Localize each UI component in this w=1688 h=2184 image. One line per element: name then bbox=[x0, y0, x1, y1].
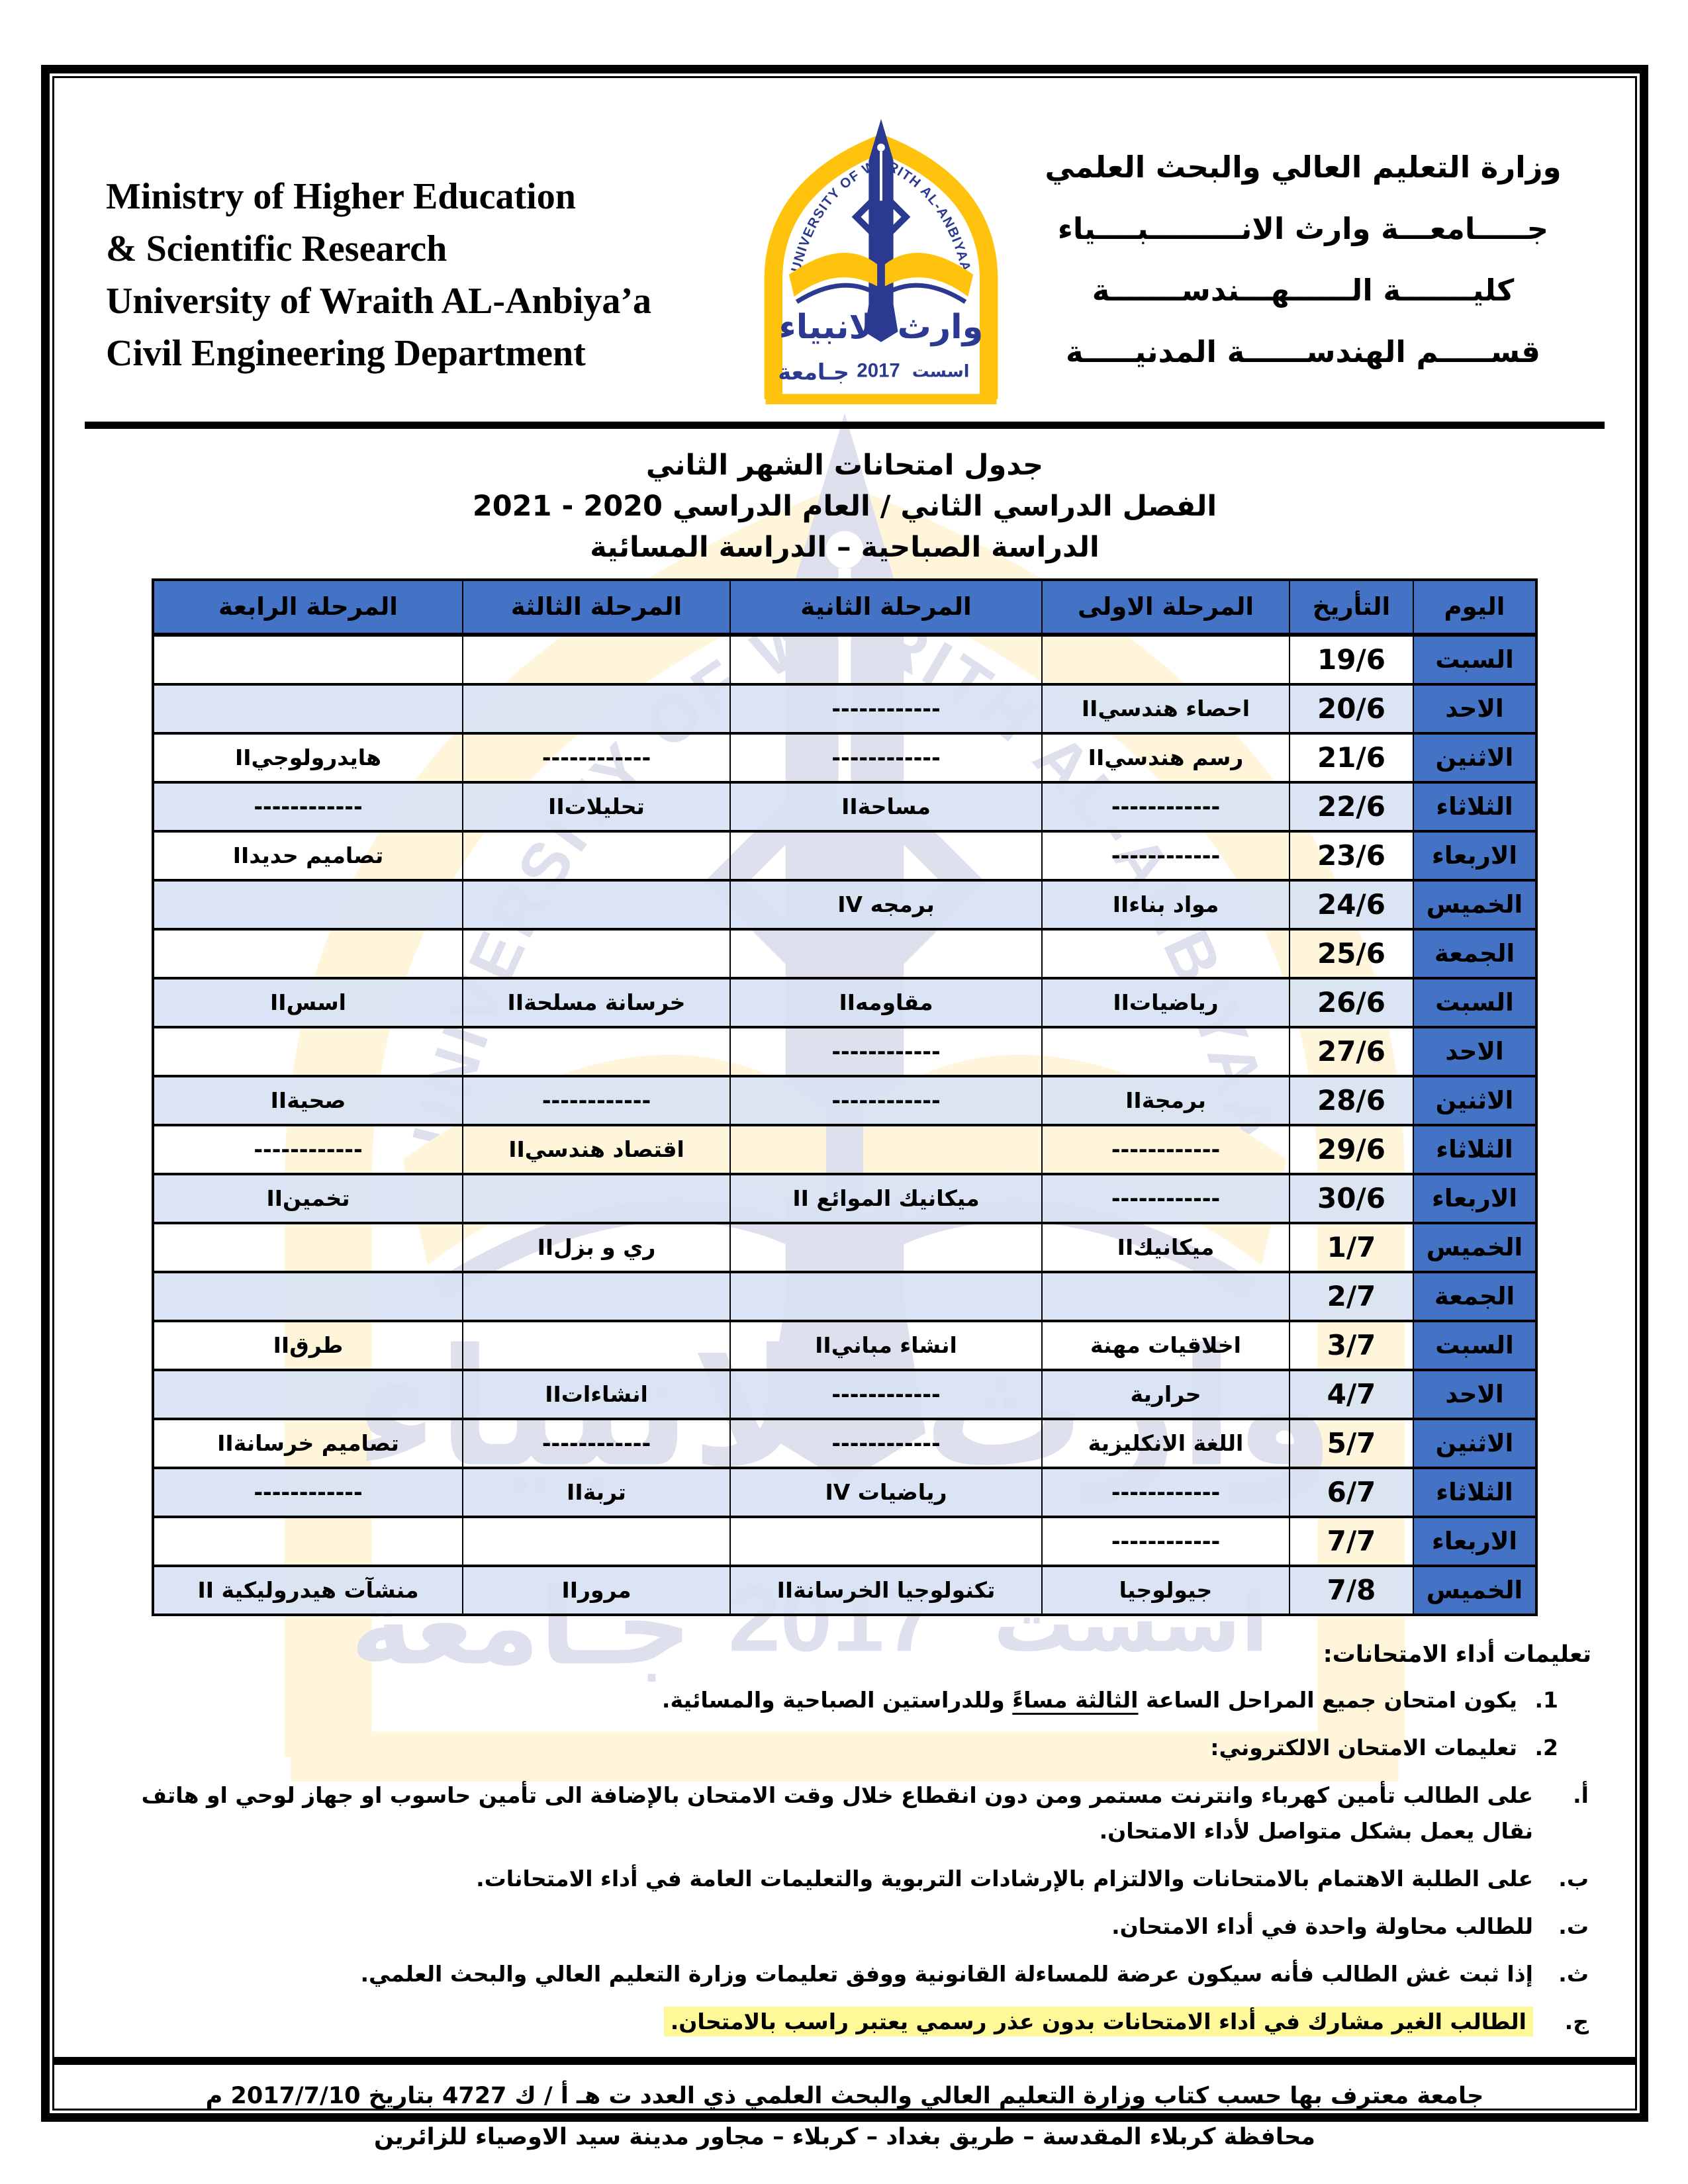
exam-cell: ------------ bbox=[730, 684, 1042, 733]
exam-cell: اقتصاد هندسيII bbox=[463, 1125, 730, 1174]
date-cell: 23/6 bbox=[1289, 831, 1413, 880]
day-cell: الاثنين bbox=[1413, 733, 1536, 782]
day-cell: الاربعاء bbox=[1413, 831, 1536, 880]
header-ar-line: وزارة التعليم العالي والبحث العلمي bbox=[1045, 150, 1562, 185]
table-row bbox=[153, 978, 1536, 1027]
exam-cell bbox=[1042, 1027, 1289, 1076]
table-header-row bbox=[153, 580, 1536, 635]
date-cell: 7/8 bbox=[1289, 1566, 1413, 1615]
exam-cell: برمجةII bbox=[1042, 1076, 1289, 1125]
table-row bbox=[153, 1419, 1536, 1468]
exam-cell: منشآت هيدروليكية II bbox=[153, 1566, 463, 1615]
exam-cell: مساحةII bbox=[730, 782, 1042, 831]
exam-cell bbox=[463, 1027, 730, 1076]
exam-cell: مواد بناءII bbox=[1042, 880, 1289, 929]
exam-cell: ------------ bbox=[1042, 782, 1289, 831]
page-border-frame bbox=[41, 65, 1648, 2150]
exam-cell bbox=[463, 831, 730, 880]
date-cell: 1/7 bbox=[1289, 1223, 1413, 1272]
exam-cell bbox=[1042, 1272, 1289, 1321]
table-row bbox=[153, 1174, 1536, 1223]
day-cell: الثلاثاء bbox=[1413, 1468, 1536, 1517]
exam-cell: ميكانيك الموائع II bbox=[730, 1174, 1042, 1223]
item-marker: 2. bbox=[1534, 1734, 1558, 1760]
exam-cell: جيولوجيا bbox=[1042, 1566, 1289, 1615]
date-cell: 19/6 bbox=[1289, 635, 1413, 684]
exam-cell: اسسII bbox=[153, 978, 463, 1027]
exam-cell: مرورII bbox=[463, 1566, 730, 1615]
exam-cell bbox=[153, 1027, 463, 1076]
exam-cell: ------------ bbox=[463, 1076, 730, 1125]
date-cell: 7/7 bbox=[1289, 1517, 1413, 1566]
table-row bbox=[153, 1566, 1536, 1615]
col-header-day: اليوم bbox=[1413, 580, 1536, 635]
date-cell: 24/6 bbox=[1289, 880, 1413, 929]
instructions-heading: تعليمات أداء الامتحانات: bbox=[1323, 1641, 1591, 1668]
exam-cell bbox=[153, 1272, 463, 1321]
day-cell: الاحد bbox=[1413, 1370, 1536, 1419]
semester-subtitle: الفصل الدراسي الثاني / العام الدراسي 2020 - 2021 bbox=[472, 489, 1217, 523]
day-cell: السبت bbox=[1413, 635, 1536, 684]
exam-cell: حرارية bbox=[1042, 1370, 1289, 1419]
exam-cell: برمجه IV bbox=[730, 880, 1042, 929]
day-cell: الاثنين bbox=[1413, 1076, 1536, 1125]
item-text-post: وللدراستين الصباحية والمسائية. bbox=[661, 1686, 1013, 1713]
exam-cell bbox=[463, 1174, 730, 1223]
exam-cell bbox=[463, 684, 730, 733]
table-row bbox=[153, 831, 1536, 880]
item-text: تعليمات الامتحان الالكتروني: bbox=[1210, 1734, 1517, 1760]
day-cell: الاحد bbox=[1413, 1027, 1536, 1076]
exam-cell: ------------ bbox=[730, 1027, 1042, 1076]
study-type-subtitle: الدراسة الصباحية – الدراسة المسائية bbox=[590, 530, 1100, 564]
exam-cell: خرسانة مسلحةII bbox=[463, 978, 730, 1027]
exam-cell: ------------ bbox=[1042, 831, 1289, 880]
item-marker: 1. bbox=[1534, 1686, 1558, 1713]
exam-cell bbox=[463, 1272, 730, 1321]
exam-cell: رياضياتII bbox=[1042, 978, 1289, 1027]
exam-cell bbox=[153, 1517, 463, 1566]
table-row bbox=[153, 1125, 1536, 1174]
exam-cell: صحيةII bbox=[153, 1076, 463, 1125]
exam-cell bbox=[463, 635, 730, 684]
exam-cell: ------------ bbox=[1042, 1468, 1289, 1517]
exam-cell: اخلاقيات مهنة bbox=[1042, 1321, 1289, 1370]
table-row bbox=[153, 1027, 1536, 1076]
day-cell: السبت bbox=[1413, 978, 1536, 1027]
table-row bbox=[153, 1272, 1536, 1321]
item-text: للطالب محاولة واحدة في أداء الامتحان. bbox=[1111, 1913, 1533, 1939]
exam-cell bbox=[153, 1223, 463, 1272]
exam-instructions bbox=[54, 1616, 1635, 2040]
accreditation-line: جامعة معترف بها حسب كتاب وزارة التعليم العالي والبحث العلمي ذي العدد ت هـ أ / ك 4727 بتاريخ 2017/7/10 م bbox=[205, 2082, 1484, 2109]
exam-cell: تخمينII bbox=[153, 1174, 463, 1223]
exam-cell: احصاء هندسيII bbox=[1042, 684, 1289, 733]
date-cell: 21/6 bbox=[1289, 733, 1413, 782]
date-cell: 3/7 bbox=[1289, 1321, 1413, 1370]
item-marker: ث. bbox=[1558, 1960, 1589, 1987]
highlighted-warning-text: الطالب الغير مشارك في أداء الامتحانات بدون عذر رسمي يعتبر راسب بالامتحان. bbox=[664, 2007, 1533, 2036]
date-cell: 6/7 bbox=[1289, 1468, 1413, 1517]
col-header-stage1: المرحلة الاولى bbox=[1042, 580, 1289, 635]
header-en-line: & Scientific Research bbox=[106, 228, 447, 269]
date-cell: 28/6 bbox=[1289, 1076, 1413, 1125]
table-row bbox=[153, 880, 1536, 929]
exam-cell bbox=[730, 831, 1042, 880]
exam-cell bbox=[153, 635, 463, 684]
exam-cell bbox=[463, 880, 730, 929]
header-en-line: Ministry of Higher Education bbox=[106, 176, 576, 217]
day-cell: الاربعاء bbox=[1413, 1517, 1536, 1566]
exam-cell: ------------ bbox=[153, 1468, 463, 1517]
day-cell: الخميس bbox=[1413, 1223, 1536, 1272]
day-cell: الثلاثاء bbox=[1413, 782, 1536, 831]
instruction-item-b bbox=[107, 1861, 1589, 1897]
document-title-block bbox=[54, 445, 1635, 568]
table-row bbox=[153, 1517, 1536, 1566]
header-divider-rule bbox=[85, 422, 1605, 429]
exam-cell: ------------ bbox=[730, 1076, 1042, 1125]
day-cell: الجمعة bbox=[1413, 1272, 1536, 1321]
exam-cell: رياضيات IV bbox=[730, 1468, 1042, 1517]
day-cell: الثلاثاء bbox=[1413, 1125, 1536, 1174]
day-cell: الجمعة bbox=[1413, 929, 1536, 978]
table-row bbox=[153, 733, 1536, 782]
exam-cell: تصاميم حديدII bbox=[153, 831, 463, 880]
exam-cell: ------------ bbox=[730, 1419, 1042, 1468]
exam-cell bbox=[153, 684, 463, 733]
exam-cell: ------------ bbox=[730, 733, 1042, 782]
date-cell: 22/6 bbox=[1289, 782, 1413, 831]
exam-cell bbox=[463, 929, 730, 978]
exam-cell bbox=[153, 929, 463, 978]
header-ar-line: قســـــم الهندســــــة المدنيـــــة bbox=[1066, 334, 1540, 369]
item-text: على الطالب تأمين كهرباء وانترنت مستمر ومن دون انقطاع خلال وقت الامتحان بالإضافة الى تأمين حاسوب او جهاز لوحي او هاتف نقال يعمل بشكل متواصل لأداء الامتحان. bbox=[141, 1782, 1533, 1844]
instruction-item-j bbox=[107, 2004, 1589, 2040]
table-row bbox=[153, 635, 1536, 684]
exam-cell: ------------ bbox=[730, 1370, 1042, 1419]
item-marker: أ. bbox=[1573, 1782, 1589, 1808]
item-text: على الطلبة الاهتمام بالامتحانات والالتزام بالإرشادات التربوية والتعليمات العامة في أداء الامتحانات. bbox=[476, 1865, 1533, 1891]
university-logo bbox=[751, 110, 1011, 408]
exam-cell bbox=[730, 1223, 1042, 1272]
item-text-underlined: الثالثة مساءً bbox=[1012, 1686, 1139, 1713]
day-cell: الاحد bbox=[1413, 684, 1536, 733]
exam-schedule-table bbox=[152, 578, 1538, 1616]
exam-cell: طرقII bbox=[153, 1321, 463, 1370]
page-inner-border bbox=[52, 76, 1637, 2150]
exam-cell: تصاميم خرسانةII bbox=[153, 1419, 463, 1468]
exam-cell: ------------ bbox=[1042, 1125, 1289, 1174]
date-cell: 20/6 bbox=[1289, 684, 1413, 733]
exam-cell: رسم هندسيII bbox=[1042, 733, 1289, 782]
date-cell: 5/7 bbox=[1289, 1419, 1413, 1468]
address-line: محافظة كربلاء المقدسة – طريق بغداد – كربلاء – مجاور مدينة سيد الاوصياء للزائرين bbox=[374, 2123, 1315, 2150]
table-row bbox=[153, 1076, 1536, 1125]
exam-cell bbox=[463, 1321, 730, 1370]
exam-cell: ------------ bbox=[463, 733, 730, 782]
exam-cell: ------------ bbox=[463, 1419, 730, 1468]
exam-cell bbox=[153, 1370, 463, 1419]
exam-cell: ------------ bbox=[1042, 1174, 1289, 1223]
col-header-stage4: المرحلة الرابعة bbox=[153, 580, 463, 635]
day-cell: الاثنين bbox=[1413, 1419, 1536, 1468]
exam-cell: تكنولوجيا الخرسانةII bbox=[730, 1566, 1042, 1615]
date-cell: 25/6 bbox=[1289, 929, 1413, 978]
col-header-stage3: المرحلة الثالثة bbox=[463, 580, 730, 635]
date-cell: 30/6 bbox=[1289, 1174, 1413, 1223]
item-text bbox=[107, 2004, 1533, 2040]
exam-cell bbox=[1042, 635, 1289, 684]
table-row bbox=[153, 684, 1536, 733]
ministry-header-english bbox=[106, 110, 751, 380]
table-row bbox=[153, 1468, 1536, 1517]
header-en-line: University of Wraith AL-Anbiya’a bbox=[106, 281, 651, 322]
date-cell: 26/6 bbox=[1289, 978, 1413, 1027]
instruction-item-t bbox=[107, 1909, 1589, 1944]
day-cell: الاربعاء bbox=[1413, 1174, 1536, 1223]
exam-table-body bbox=[153, 635, 1536, 1615]
exam-cell: اللغة الانكليزية bbox=[1042, 1419, 1289, 1468]
exam-cell: ميكانيكII bbox=[1042, 1223, 1289, 1272]
item-text: إذا ثبت غش الطالب فأنه سيكون عرضة للمساءلة القانونية ووفق تعليمات وزارة التعليم العالي والبحث العلمي. bbox=[360, 1960, 1533, 1987]
exam-cell: ------------ bbox=[1042, 1517, 1289, 1566]
exam-cell bbox=[153, 880, 463, 929]
table-row bbox=[153, 929, 1536, 978]
exam-cell bbox=[1042, 929, 1289, 978]
exam-cell: انشاءاتII bbox=[463, 1370, 730, 1419]
exam-cell: ري و بزلII bbox=[463, 1223, 730, 1272]
date-cell: 2/7 bbox=[1289, 1272, 1413, 1321]
instruction-item-1 bbox=[107, 1682, 1558, 1718]
item-marker: ج. bbox=[1564, 2008, 1589, 2034]
exam-cell bbox=[730, 635, 1042, 684]
footer-divider-rule bbox=[54, 2057, 1635, 2065]
date-cell: 4/7 bbox=[1289, 1370, 1413, 1419]
date-cell: 27/6 bbox=[1289, 1027, 1413, 1076]
exam-cell bbox=[730, 1272, 1042, 1321]
exam-cell: انشاء مبانيII bbox=[730, 1321, 1042, 1370]
table-row bbox=[153, 782, 1536, 831]
table-row bbox=[153, 1321, 1536, 1370]
exam-cell: تحليلاتII bbox=[463, 782, 730, 831]
item-marker: ت. bbox=[1558, 1913, 1589, 1939]
item-text bbox=[107, 1682, 1517, 1718]
exam-cell bbox=[463, 1517, 730, 1566]
exam-cell bbox=[730, 1517, 1042, 1566]
table-row bbox=[153, 1223, 1536, 1272]
header-ar-line: جـــــامعـــة وارث الانـــــــــبــــياء bbox=[1057, 211, 1549, 246]
schedule-title: جدول امتحانات الشهر الثاني bbox=[645, 448, 1044, 482]
instruction-item-2 bbox=[107, 1730, 1558, 1766]
exam-cell: ------------ bbox=[153, 1125, 463, 1174]
instruction-item-a bbox=[107, 1778, 1589, 1849]
day-cell: السبت bbox=[1413, 1321, 1536, 1370]
exam-cell: ------------ bbox=[153, 782, 463, 831]
col-header-date: التأريخ bbox=[1289, 580, 1413, 635]
day-cell: الخميس bbox=[1413, 1566, 1536, 1615]
item-text-pre: يكون امتحان جميع المراحل الساعة bbox=[1138, 1686, 1517, 1713]
header-en-line: Civil Engineering Department bbox=[106, 333, 586, 374]
ministry-header-arabic bbox=[1011, 110, 1595, 383]
day-cell: الخميس bbox=[1413, 880, 1536, 929]
letterhead bbox=[54, 78, 1635, 408]
exam-cell bbox=[730, 929, 1042, 978]
table-row bbox=[153, 1370, 1536, 1419]
header-ar-line: كليـــــــة الــــــهـــندســـــــة bbox=[1092, 273, 1515, 308]
date-cell: 29/6 bbox=[1289, 1125, 1413, 1174]
instruction-item-th bbox=[107, 1956, 1589, 1992]
exam-cell: تربةII bbox=[463, 1468, 730, 1517]
exam-cell: هايدرولوجيII bbox=[153, 733, 463, 782]
item-marker: ب. bbox=[1558, 1865, 1589, 1891]
exam-cell: مقاومهII bbox=[730, 978, 1042, 1027]
document-footer bbox=[54, 2075, 1635, 2158]
exam-cell bbox=[730, 1125, 1042, 1174]
col-header-stage2: المرحلة الثانية bbox=[730, 580, 1042, 635]
